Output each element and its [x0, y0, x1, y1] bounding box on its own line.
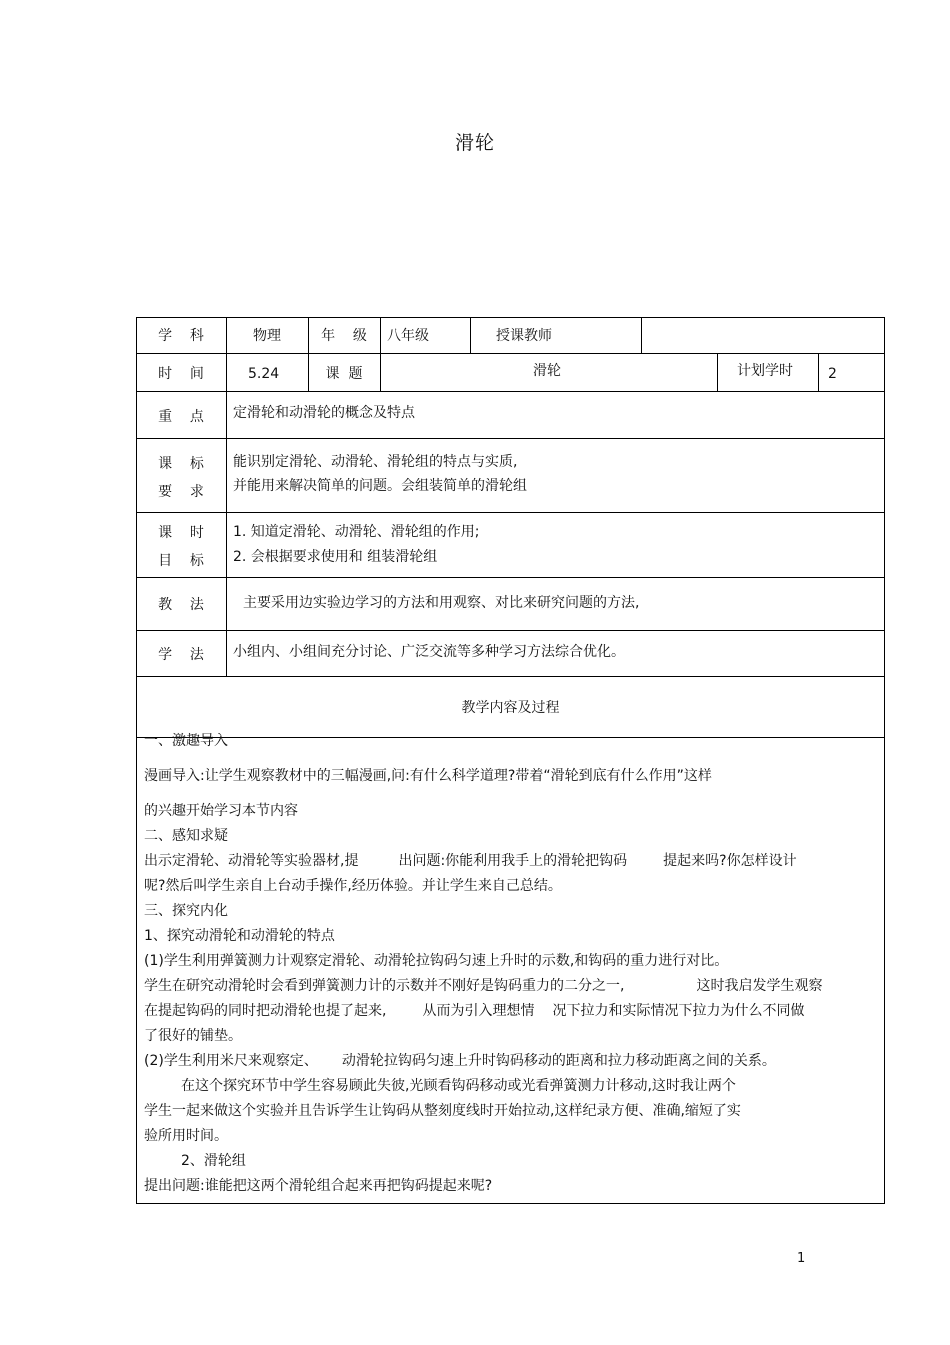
text-part: 从而为引入理想情 [422, 1003, 535, 1019]
table-line [136, 1203, 885, 1204]
method-value: 主要采用边实验边学习的方法和用观察、对比来研究问题的方法, [243, 595, 640, 611]
page-number: 1 [797, 1251, 806, 1266]
standard-line: 能识别定滑轮、动滑轮、滑轮组的特点与实质, [233, 454, 518, 470]
teaching-content [144, 729, 879, 1199]
section-title: 三、探究内化 [144, 903, 228, 919]
paragraph-line: 的兴趣开始学习本节内容 [144, 803, 298, 819]
key-label: 重 点 [158, 409, 204, 425]
text-part: 这时我启发学生观察 [696, 978, 823, 994]
subject-label: 学 科 [158, 328, 204, 344]
table-line [136, 577, 885, 578]
paragraph-line: 呢?然后叫学生亲自上台动手操作,经历体验。并让学生来自己总结。 [144, 878, 562, 894]
standard-label: 课 标 要 求 [158, 456, 204, 500]
paragraph-line: 验所用时间。 [144, 1128, 228, 1144]
table-line [136, 317, 885, 318]
goal-line: 1. 知道定滑轮、动滑轮、滑轮组的作用; [233, 524, 480, 540]
hours-value: 2 [828, 366, 837, 382]
paragraph-line: 学生一起来做这个实验并且告诉学生让钩码从整刻度线时开始拉动,这样纪录方便、准确,缩短了实 [144, 1103, 741, 1119]
process-header: 教学内容及过程 [461, 700, 560, 716]
section-title: 二、感知求疑 [144, 828, 228, 844]
lesson-plan-table [136, 317, 885, 1204]
paragraph-line: 了很好的铺垫。 [144, 1028, 242, 1044]
subject-value: 物理 [253, 328, 281, 344]
grade-label: 年 级 [321, 328, 367, 344]
topic-value: 滑轮 [533, 363, 561, 379]
table-line [226, 317, 227, 676]
text-part: 提起来吗?你怎样设计 [663, 853, 797, 869]
text-part: 在提起钩码的同时把动滑轮也提了起来, [144, 1003, 387, 1019]
grade-value: 八年级 [387, 328, 429, 344]
text-part: 况下拉力和实际情况下拉力为什么不同做 [552, 1003, 805, 1019]
key-value: 定滑轮和动滑轮的概念及特点 [233, 405, 415, 421]
table-line [136, 676, 885, 677]
text-part: 出问题:你能利用我手上的滑轮把钩码 [398, 853, 628, 869]
text-part: (2)学生利用米尺来观察定、 [144, 1053, 318, 1069]
method-label: 教 法 [158, 597, 204, 613]
paragraph-line [144, 849, 879, 874]
time-label: 时 间 [158, 366, 204, 382]
paragraph-line: 漫画导入:让学生观察教材中的三幅漫画,问:有什么科学道理?带着“滑轮到底有什么作用”这样 [144, 768, 712, 784]
hours-label: 计划学时 [737, 363, 793, 379]
teacher-label: 授课教师 [496, 328, 552, 344]
paragraph-line: 提出问题:谁能把这两个滑轮组合起来再把钩码提起来呢? [144, 1178, 493, 1194]
study-label: 学 法 [158, 647, 204, 663]
topic-label: 课 题 [325, 366, 363, 382]
subsection-title: 2、滑轮组 [181, 1153, 246, 1169]
time-value: 5.24 [248, 366, 280, 382]
table-line [136, 512, 885, 513]
section-title: 一、激趣导入 [144, 733, 228, 749]
paragraph-line: 在这个探究环节中学生容易顾此失彼,光顾看钩码移动或光看弹簧测力计移动,这时我让两个 [181, 1078, 736, 1094]
table-line [136, 438, 885, 439]
standard-line: 并能用来解决简单的问题。会组装简单的滑轮组 [233, 478, 527, 494]
page-title: 滑轮 [454, 132, 495, 154]
goal-line: 2. 会根据要求使用和 组装滑轮组 [233, 549, 438, 565]
paragraph-line [144, 974, 879, 999]
table-line [818, 353, 819, 391]
table-line [380, 317, 381, 391]
goal-label: 课 时 目 标 [158, 525, 204, 569]
table-line [136, 391, 885, 392]
text-part: 动滑轮拉钩码匀速上升时钩码移动的距离和拉力移动距离之间的关系。 [341, 1053, 776, 1069]
study-value: 小组内、小组间充分讨论、广泛交流等多种学习方法综合优化。 [233, 644, 625, 660]
table-line [717, 353, 718, 391]
table-line [884, 317, 885, 1204]
text-part: 出示定滑轮、动滑轮等实验器材,提 [144, 853, 359, 869]
paragraph-line [144, 999, 879, 1024]
paragraph-line: (1)学生利用弹簧测力计观察定滑轮、动滑轮拉钩码匀速上升时的示数,和钩码的重力进行对比。 [144, 953, 729, 969]
table-line [470, 317, 471, 353]
table-line [136, 353, 885, 354]
subsection-title: 1、探究动滑轮和动滑轮的特点 [144, 928, 335, 944]
paragraph-line [144, 1049, 879, 1074]
text-part: 学生在研究动滑轮时会看到弹簧测力计的示数并不刚好是钩码重力的二分之一, [144, 978, 625, 994]
table-line [136, 630, 885, 631]
table-line [641, 317, 642, 353]
